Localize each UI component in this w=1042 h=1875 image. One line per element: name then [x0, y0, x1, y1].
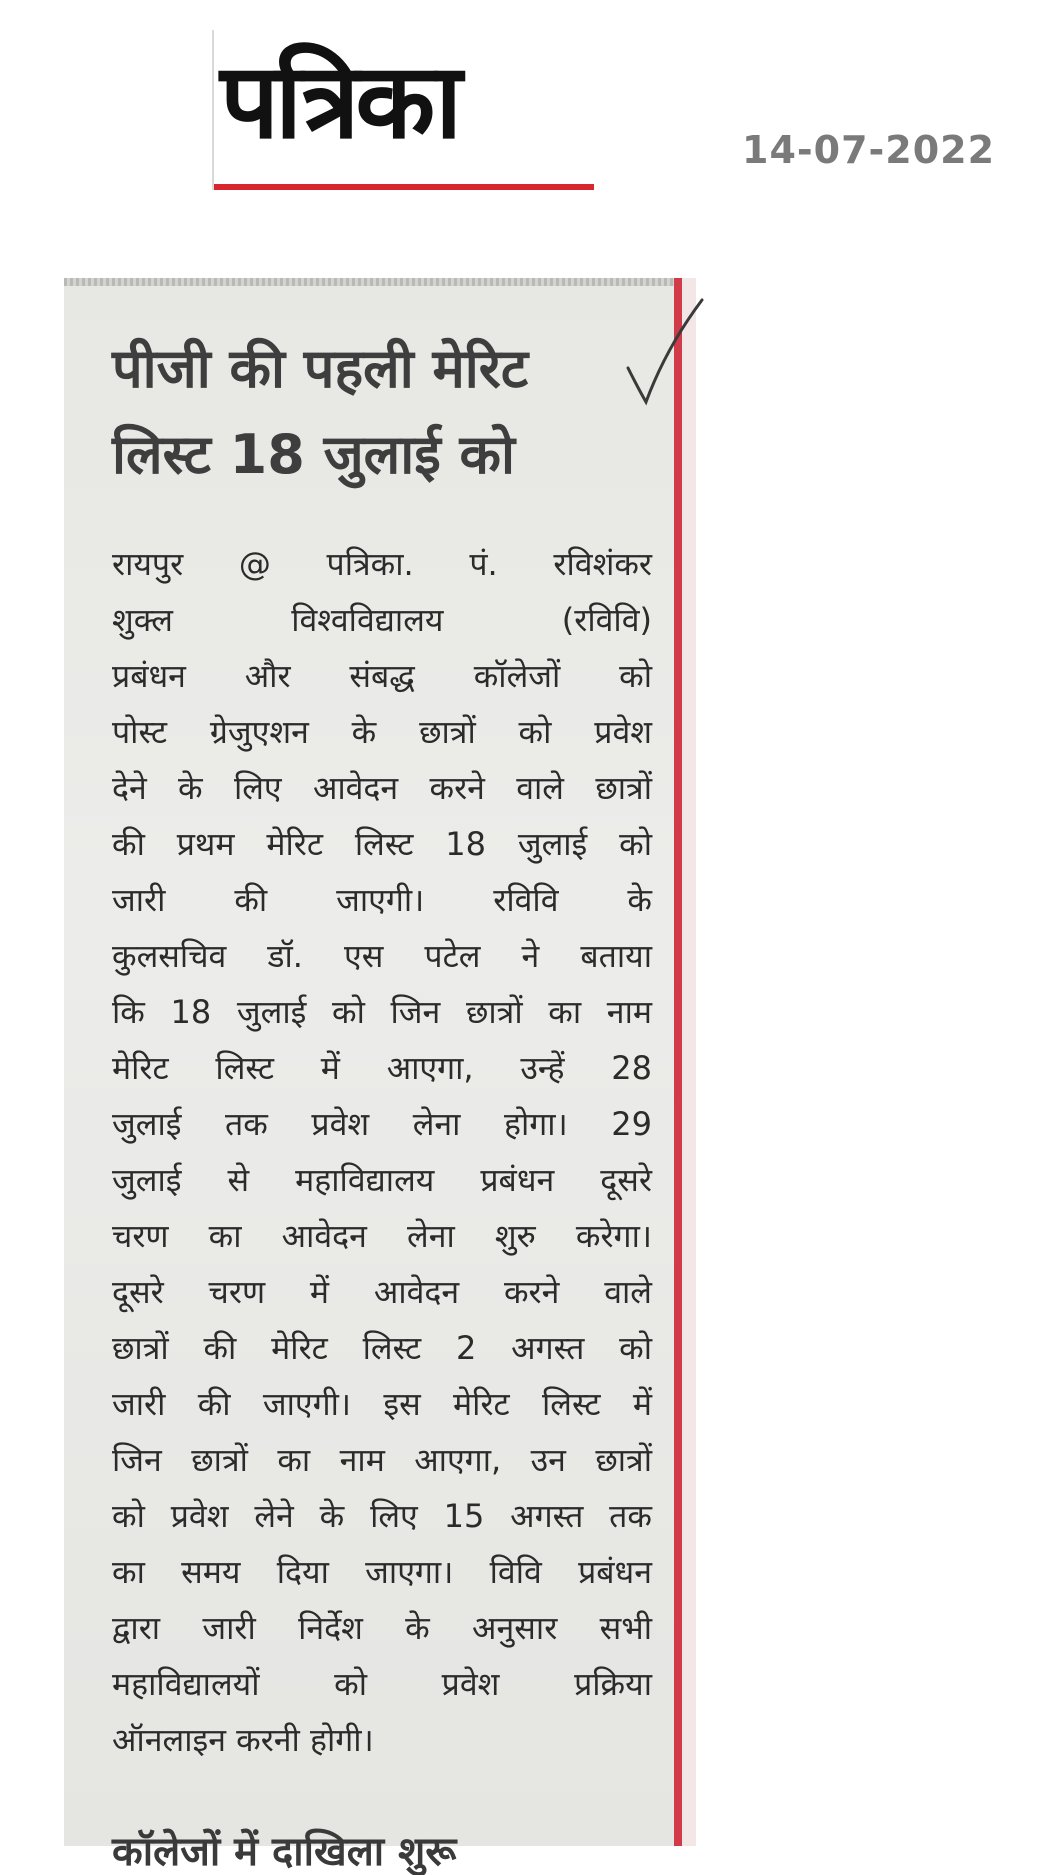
body-line: मेरिट लिस्ट में आएगा, उन्हें 28: [112, 1049, 652, 1087]
body-line: जारी की जाएगी। इस मेरिट लिस्ट में: [112, 1385, 652, 1423]
body-line: पोस्ट ग्रेजुएशन के छात्रों को प्रवेश: [112, 713, 652, 751]
body-line: जुलाई तक प्रवेश लेना होगा। 29: [112, 1105, 652, 1143]
body-line: की प्रथम मेरिट लिस्ट 18 जुलाई को: [112, 825, 652, 863]
body-line: जिन छात्रों का नाम आएगा, उन छात्रों: [112, 1441, 652, 1479]
body-line: दूसरे चरण में आवेदन करने वाले: [112, 1273, 652, 1311]
body-line: ऑनलाइन करनी होगी।: [112, 1721, 374, 1759]
body-line: जुलाई से महाविद्यालय प्रबंधन दूसरे: [112, 1161, 652, 1199]
masthead-underline: [214, 184, 594, 190]
article-body: [112, 536, 652, 1768]
body-line: देने के लिए आवेदन करने वाले छात्रों: [112, 769, 652, 807]
body-line: कि 18 जुलाई को जिन छात्रों का नाम: [112, 993, 652, 1031]
body-line: शुक्ल विश्वविद्यालय (रविवि): [112, 601, 652, 639]
article-headline: [112, 326, 652, 498]
truncated-next-headline: कॉलेजों में दाखिला शुरू: [112, 1829, 457, 1875]
headline-line: पीजी की पहली मेरिट: [112, 337, 529, 400]
body-line: कुलसचिव डॉ. एस पटेल ने बताया: [112, 937, 652, 975]
body-line: जारी की जाएगी। रविवि के: [112, 881, 652, 919]
body-line: द्वारा जारी निर्देश के अनुसार सभी: [112, 1609, 652, 1647]
clipping-red-border: [674, 278, 682, 1846]
newspaper-masthead: [212, 30, 594, 190]
headline-line: लिस्ट 18 जुलाई को: [112, 423, 516, 486]
clipping-margin: [682, 278, 696, 1846]
body-line: का समय दिया जाएगा। विवि प्रबंधन: [112, 1553, 652, 1591]
body-line: को प्रवेश लेने के लिए 15 अगस्त तक: [112, 1497, 652, 1535]
newspaper-logo: पत्रिका: [220, 39, 459, 162]
body-line: महाविद्यालयों को प्रवेश प्रक्रिया: [112, 1665, 652, 1703]
news-clipping: [64, 278, 696, 1875]
body-line: रायपुर @ पत्रिका. पं. रविशंकर: [112, 545, 652, 583]
clipping-torn-edge: [64, 278, 696, 286]
body-line: छात्रों की मेरिट लिस्ट 2 अगस्त को: [112, 1329, 652, 1367]
body-line: प्रबंधन और संबद्ध कॉलेजों को: [112, 657, 652, 695]
publication-date: 14-07-2022: [742, 128, 996, 172]
body-line: चरण का आवेदन लेना शुरु करेगा।: [112, 1217, 652, 1255]
